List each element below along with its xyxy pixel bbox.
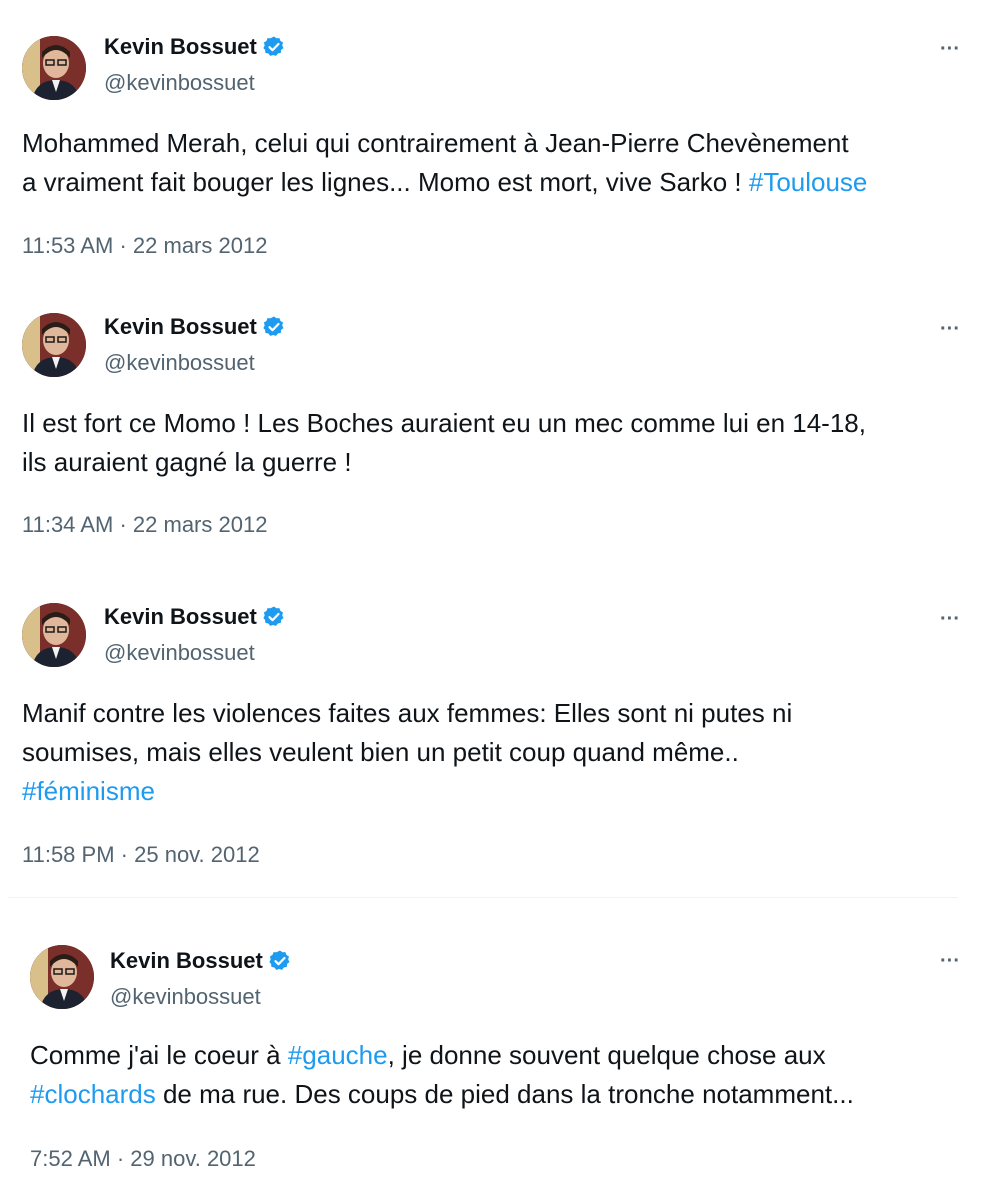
tweet-timestamp[interactable] [22, 842, 260, 868]
verified-badge-icon [268, 949, 292, 973]
tweet-text-line: soumises, mais elles veulent bien un petit coup quand même.. [22, 737, 739, 767]
verified-badge-icon [262, 605, 286, 629]
avatar[interactable] [22, 603, 86, 667]
tweet-text-line: Il est fort ce Momo ! Les Boches auraient eu un mec comme lui en 14-18, [22, 408, 866, 438]
tweet-text-line [30, 1075, 854, 1114]
avatar[interactable] [22, 313, 86, 377]
tweet-timestamp[interactable] [30, 1146, 256, 1172]
author-name[interactable]: Kevin Bossuet [104, 34, 257, 59]
tweet-text-segment: Comme j'ai le coeur à [30, 1040, 288, 1070]
tweet-text-line: ils auraient gagné la guerre ! [22, 447, 352, 477]
hashtag-link[interactable]: #Toulouse [748, 167, 868, 197]
meta-separator: · [119, 512, 127, 537]
author-handle[interactable]: @kevinbossuet [104, 350, 255, 375]
tweet-divider [8, 897, 958, 898]
tweet-text [22, 404, 866, 482]
author-name[interactable]: Kevin Bossuet [110, 948, 263, 973]
avatar[interactable] [22, 36, 86, 100]
tweet-text-line [22, 163, 867, 202]
tweet-time: 7:52 AM [30, 1146, 111, 1171]
avatar-image [22, 603, 86, 667]
more-options-icon[interactable]: ··· [940, 38, 960, 60]
verified-badge-icon [262, 315, 286, 339]
tweet-date: 25 nov. 2012 [134, 842, 260, 867]
tweet-text-segment: , je donne souvent quelque chose aux [387, 1040, 826, 1070]
tweet-text [30, 1036, 854, 1114]
author-handle[interactable]: @kevinbossuet [104, 70, 255, 95]
tweet-timestamp[interactable] [22, 233, 267, 259]
avatar-image [30, 945, 94, 1009]
meta-separator: · [120, 842, 128, 867]
meta-separator: · [119, 233, 127, 258]
tweet-time: 11:53 AM [22, 233, 114, 258]
hashtag-link[interactable]: #clochards [30, 1079, 156, 1109]
more-options-icon[interactable]: ··· [940, 318, 960, 340]
tweet-text [22, 694, 792, 811]
meta-separator: · [116, 1146, 125, 1171]
author-handle[interactable]: @kevinbossuet [104, 640, 255, 665]
tweet-text-segment: de ma rue. Des coups de pied dans la tronche notamment... [155, 1079, 854, 1109]
tweet-text [22, 124, 867, 202]
tweet-text-line: Manif contre les violences faites aux femmes: Elles sont ni putes ni [22, 698, 793, 728]
more-options-icon[interactable]: ··· [940, 950, 960, 972]
tweet-text-segment: a vraiment fait bouger les lignes... Momo est mort, vive Sarko ! [22, 167, 749, 197]
tweet-text-line [30, 1036, 854, 1075]
tweet-time: 11:34 AM [22, 512, 114, 537]
tweet-date: 29 nov. 2012 [130, 1146, 256, 1171]
more-options-icon[interactable]: ··· [940, 608, 960, 630]
tweet-timestamp[interactable] [22, 512, 267, 538]
author-name[interactable]: Kevin Bossuet [104, 604, 257, 629]
tweet-date: 22 mars 2012 [132, 512, 268, 537]
tweet-time: 11:58 PM [22, 842, 115, 867]
avatar[interactable] [30, 945, 94, 1009]
avatar-image [22, 313, 86, 377]
author-handle[interactable]: @kevinbossuet [110, 984, 261, 1009]
tweet-text-line: Mohammed Merah, celui qui contrairement à Jean-Pierre Chevènement [22, 128, 849, 158]
author-name[interactable]: Kevin Bossuet [104, 314, 257, 339]
hashtag-link[interactable]: #gauche [287, 1040, 388, 1070]
avatar-image [22, 36, 86, 100]
tweet-date: 22 mars 2012 [132, 233, 268, 258]
hashtag-link[interactable]: #féminisme [22, 776, 155, 806]
verified-badge-icon [262, 35, 286, 59]
